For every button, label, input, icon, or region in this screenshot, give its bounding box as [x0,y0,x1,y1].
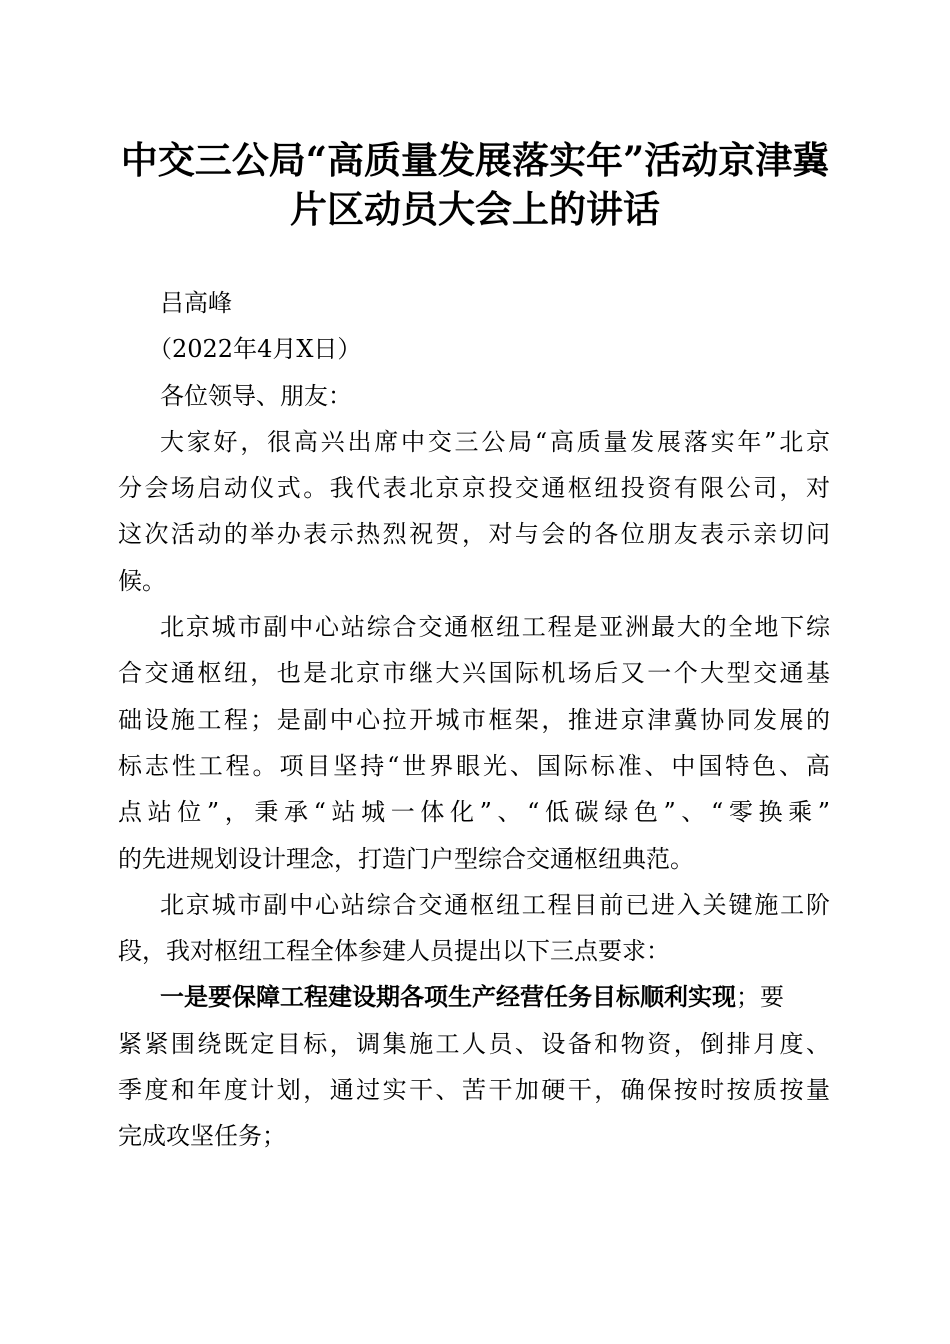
paragraph-line: 季度和年度计划，通过实干、苦干加硬干，确保按时按质按量 [118,1076,830,1105]
author-line: 吕高峰 [160,289,232,317]
paragraph-line: 北京城市副中心站综合交通枢纽工程目前已进入关键施工阶 [160,890,830,919]
paragraph-line: 候。 [118,566,166,595]
paragraph-line: 大家好，很高兴出席中交三公局“高质量发展落实年”北京 [160,427,830,456]
paragraph-tail: ；要 [736,983,784,1012]
title-line-1: 中交三公局“高质量发展落实年”活动京津冀 [120,138,830,182]
paragraph-line: 紧紧围绕既定目标，调集施工人员、设备和物资，倒排月度、 [118,1029,830,1058]
bold-lead: 一是要保障工程建设期各项生产经营任务目标顺利实现 [160,982,736,1012]
title-line-2: 片区动员大会上的讲话 [290,187,660,231]
paragraph-line: 完成攻坚任务； [118,1122,286,1151]
salutation-line: 各位领导、朋友： [160,381,352,410]
paragraph-line: 北京城市副中心站综合交通枢纽工程是亚洲最大的全地下综 [160,613,830,642]
document-body [118,280,830,1160]
paragraph-line: 础设施工程；是副中心拉开城市框架，推进京津冀协同发展的 [118,705,830,734]
paragraph-line: 的先进规划设计理念，打造门户型综合交通枢纽典范。 [118,844,694,873]
document-title [100,136,850,234]
paragraph-line: 标志性工程。项目坚持“世界眼光、国际标准、中国特色、高 [118,751,830,780]
date-line: （2022年4月X日） [148,335,362,364]
paragraph-line: 合交通枢纽，也是北京市继大兴国际机场后又一个大型交通基 [118,659,830,688]
paragraph-line: 分会场启动仪式。我代表北京京投交通枢纽投资有限公司，对 [118,474,830,503]
paragraph-line [118,974,830,1020]
paragraph-line: 段，我对枢纽工程全体参建人员提出以下三点要求： [118,937,670,966]
paragraph-line: 点站位”，秉承“站城一体化”、“低碳绿色”、“零换乘” [118,798,830,827]
paragraph-line: 这次活动的举办表示热烈祝贺，对与会的各位朋友表示亲切问 [118,520,830,549]
